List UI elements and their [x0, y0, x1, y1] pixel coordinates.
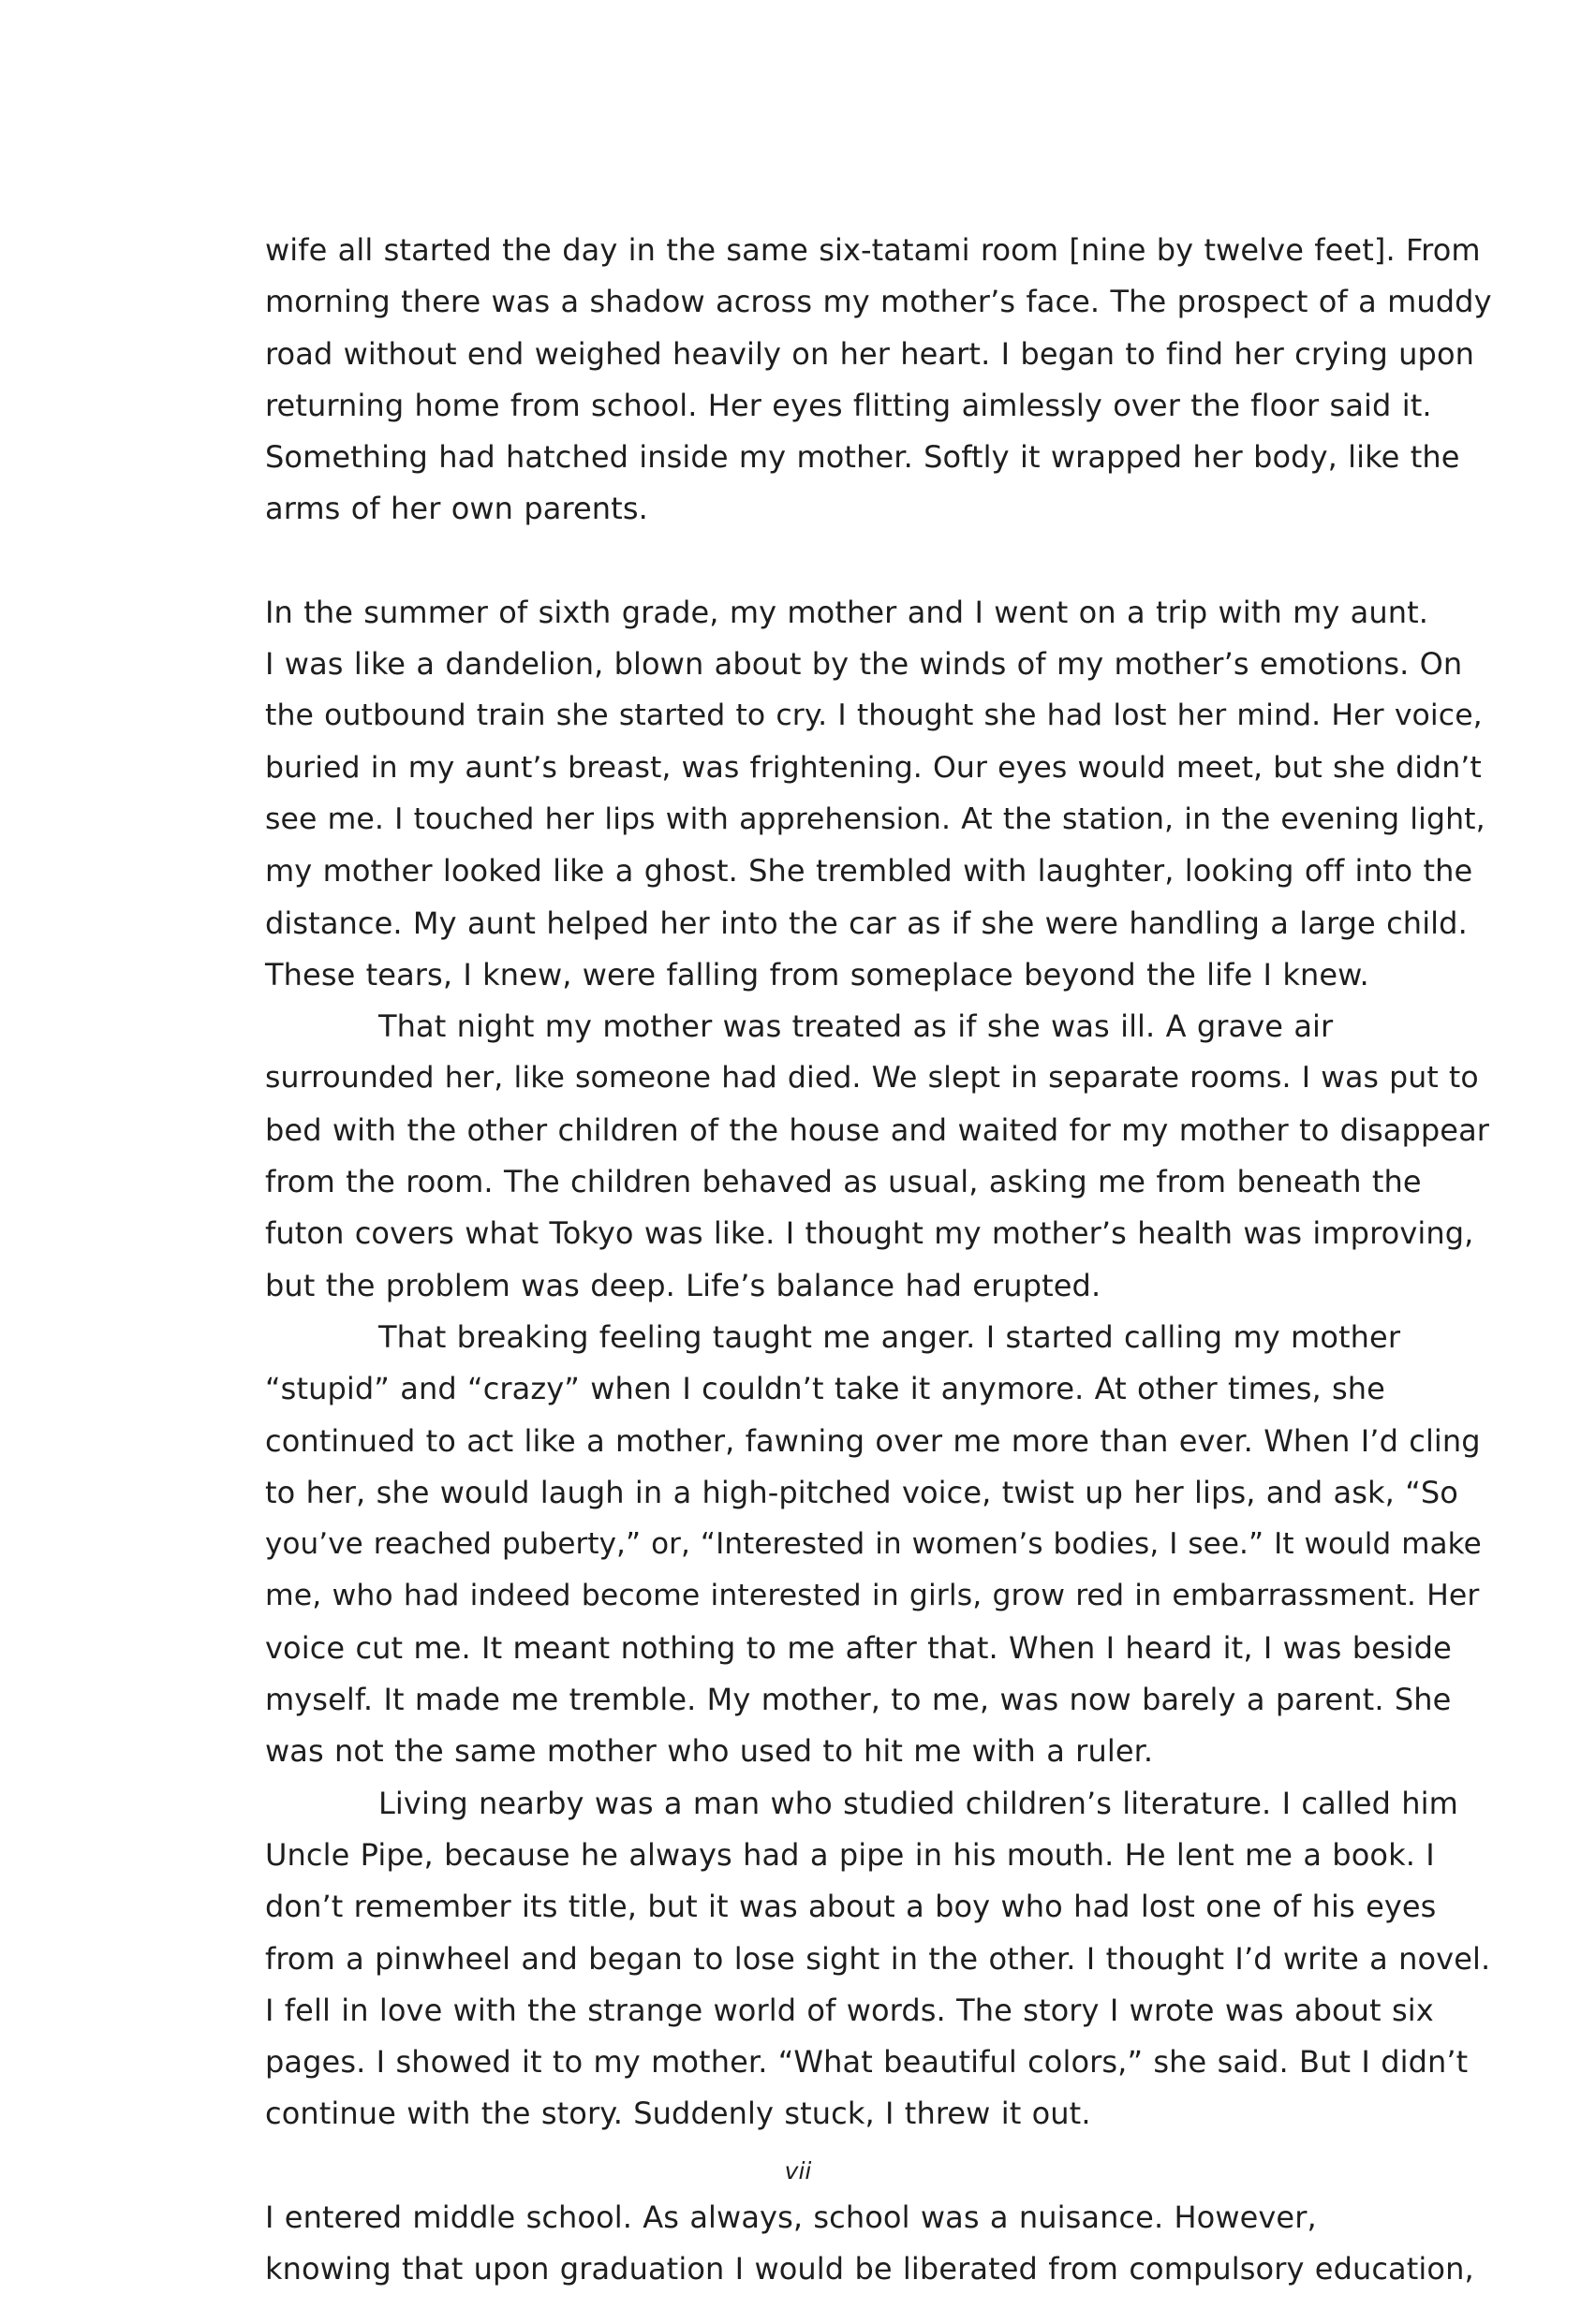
text-line: I fell in love with the strange world of words. The story I wrote was about six [265, 1992, 1434, 2028]
text-line: distance. My aunt helped her into the car as if she were handling a large child. [265, 905, 1468, 941]
paragraph [265, 587, 1492, 1001]
text-line: That night my mother was treated as if she was ill. A grave air [378, 1008, 1334, 1045]
text-line: me, who had indeed become interested in girls, grow red in embarrassment. Her [265, 1579, 1480, 1613]
text-line: from a pinwheel and began to lose sight in the other. I thought I’d write a novel. [265, 1940, 1491, 1977]
text-line: I was like a dandelion, blown about by the winds of my mother’s emotions. On [265, 646, 1463, 683]
text-line: wife all started the day in the same six-tatami room [nine by twelve feet]. From [265, 232, 1481, 268]
text-line: myself. It made me tremble. My mother, to me, was now barely a parent. She [265, 1682, 1452, 1718]
text-line: futon covers what Tokyo was like. I thought my mother’s health was improving, [265, 1215, 1474, 1252]
text-line: knowing that upon graduation I would be liberated from compulsory education, [265, 2250, 1474, 2287]
paragraph [265, 225, 1492, 536]
text-line: see me. I touched her lips with apprehension. At the station, in the evening light, [265, 802, 1485, 836]
text-line: my mother looked like a ghost. She trembled with laughter, looking off into the [265, 853, 1473, 890]
paragraph-gap [265, 536, 1492, 587]
text-line: returning home from school. Her eyes flitting aimlessly over the floor said it. [265, 387, 1432, 423]
text-line: That breaking feeling taught me anger. I started calling my mother [378, 1318, 1401, 1355]
paragraph [265, 2192, 1492, 2296]
text-line: surrounded her, like someone had died. We slept in separate rooms. I was put to [265, 1061, 1479, 1096]
text-line: don’t remember its title, but it was about a boy who had lost one of his eyes [265, 1889, 1437, 1925]
text-line: “stupid” and “crazy” when I couldn’t take it anymore. At other times, she [265, 1371, 1385, 1407]
body-text [265, 225, 1492, 2295]
text-line: was not the same mother who used to hit me with a ruler. [265, 1733, 1154, 1770]
text-line: you’ve reached puberty,” or, “Interested in women’s bodies, I see.” It would make [265, 1527, 1482, 1562]
text-line: continued to act like a mother, fawning over me more than ever. When I’d cling [265, 1422, 1481, 1459]
text-line: These tears, I knew, were falling from someplace beyond the life I knew. [265, 956, 1369, 993]
text-line: the outbound train she started to cry. I thought she had lost her mind. Her voice, [265, 699, 1483, 733]
paragraph [265, 1778, 1492, 2140]
text-line: continue with the story. Suddenly stuck, I threw it out. [265, 2096, 1091, 2132]
paragraph [265, 1001, 1492, 1312]
text-line: buried in my aunt’s breast, was frightening. Our eyes would meet, but she didn’t [265, 750, 1482, 785]
text-line: In the summer of sixth grade, my mother and I went on a trip with my aunt. [265, 594, 1429, 630]
text-line: from the room. The children behaved as usual, asking me from beneath the [265, 1164, 1422, 1200]
text-line: to her, she would laugh in a high-pitched voice, twist up her lips, and ask, “So [265, 1474, 1458, 1510]
text-line: arms of her own parents. [265, 491, 648, 527]
text-line: Something had hatched inside my mother. Softly it wrapped her body, like the [265, 439, 1460, 476]
text-line: road without end weighed heavily on her heart. I began to find her crying upon [265, 335, 1475, 372]
text-line: but the problem was deep. Life’s balance had erupted. [265, 1267, 1101, 1303]
page-number: vii [784, 2157, 812, 2184]
paragraph [265, 1312, 1492, 1778]
text-line: Uncle Pipe, because he always had a pipe in his mouth. He lent me a book. I [265, 1836, 1435, 1873]
text-line: bed with the other children of the house and waited for my mother to disappear [265, 1111, 1490, 1148]
text-line: voice cut me. It meant nothing to me after that. When I heard it, I was beside [265, 1629, 1452, 1666]
text-line: Living nearby was a man who studied children’s literature. I called him [378, 1785, 1458, 1821]
text-line: pages. I showed it to my mother. “What beautiful colors,” she said. But I didn’t [265, 2044, 1469, 2081]
text-line: I entered middle school. As always, school was a nuisance. However, [265, 2199, 1317, 2235]
text-line: morning there was a shadow across my mother’s face. The prospect of a muddy [265, 284, 1492, 320]
